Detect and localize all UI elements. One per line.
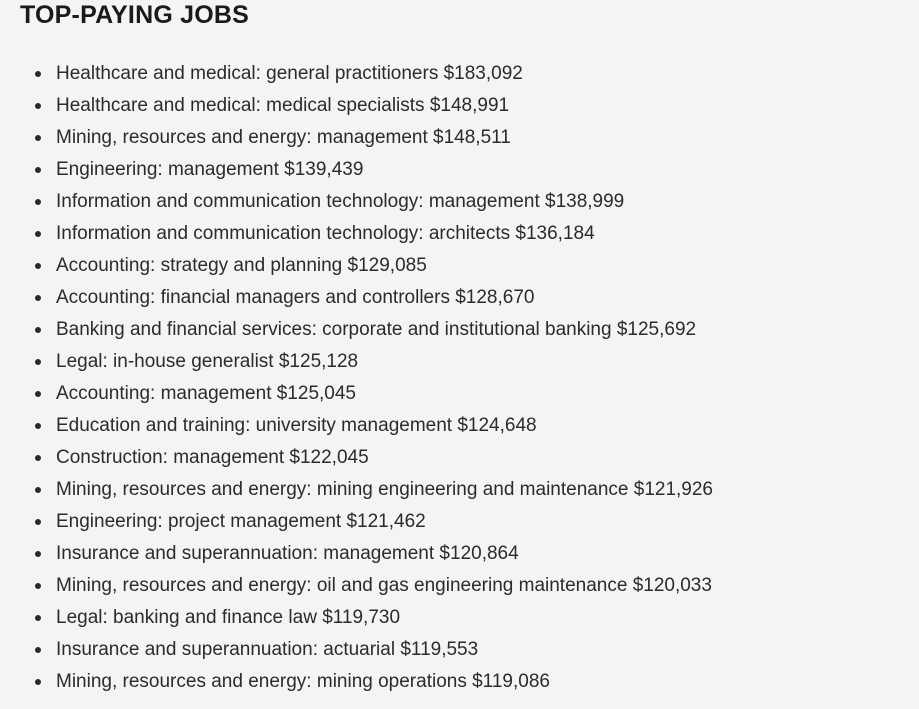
bullet-icon: [35, 71, 41, 77]
list-item: [0, 186, 713, 218]
bullet-icon: [35, 359, 41, 365]
job-text: Insurance and superannuation: actuarial $119,553: [56, 639, 479, 660]
job-text: Engineering: management $139,439: [56, 159, 364, 180]
job-text: Information and communication technology: architects $136,184: [56, 223, 595, 244]
list-item: [0, 250, 713, 282]
job-text: Legal: in-house generalist $125,128: [56, 351, 359, 372]
bullet-icon: [35, 487, 41, 493]
job-text: Engineering: project management $121,462: [56, 511, 426, 532]
job-text: Insurance and superannuation: management $120,864: [56, 543, 519, 564]
job-text: Healthcare and medical: general practitioners $183,092: [56, 63, 523, 84]
list-item: [0, 602, 713, 634]
list-item: [0, 410, 713, 442]
job-text: Accounting: strategy and planning $129,085: [56, 255, 427, 276]
bullet-icon: [35, 551, 41, 557]
list-item: [0, 474, 713, 506]
top-paying-jobs-list: [0, 58, 713, 698]
bullet-icon: [35, 327, 41, 333]
bullet-icon: [35, 231, 41, 237]
list-item: [0, 282, 713, 314]
list-item: [0, 218, 713, 250]
job-text: Construction: management $122,045: [56, 447, 369, 468]
job-text: Mining, resources and energy: management $148,511: [56, 127, 511, 148]
bullet-icon: [35, 679, 41, 685]
job-text: Banking and financial services: corporate and institutional banking $125,692: [56, 319, 697, 340]
bullet-icon: [35, 103, 41, 109]
job-text: Legal: banking and finance law $119,730: [56, 607, 401, 628]
bullet-icon: [35, 519, 41, 525]
bullet-icon: [35, 583, 41, 589]
list-item: [0, 378, 713, 410]
job-text: Accounting: financial managers and controllers $128,670: [56, 287, 535, 308]
list-item: [0, 90, 713, 122]
bullet-icon: [35, 199, 41, 205]
bullet-icon: [35, 167, 41, 173]
list-item: [0, 154, 713, 186]
bullet-icon: [35, 615, 41, 621]
page-title: TOP-PAYING JOBS: [20, 1, 249, 29]
bullet-icon: [35, 647, 41, 653]
list-item: [0, 666, 713, 698]
list-item: [0, 314, 713, 346]
list-item: [0, 570, 713, 602]
job-text: Education and training: university management $124,648: [56, 415, 537, 436]
job-text: Information and communication technology: management $138,999: [56, 191, 625, 212]
list-item: [0, 122, 713, 154]
job-text: Mining, resources and energy: oil and gas engineering maintenance $120,033: [56, 575, 712, 596]
list-item: [0, 442, 713, 474]
list-item: [0, 58, 713, 90]
job-text: Mining, resources and energy: mining operations $119,086: [56, 671, 550, 692]
bullet-icon: [35, 391, 41, 397]
list-item: [0, 538, 713, 570]
bullet-icon: [35, 295, 41, 301]
bullet-icon: [35, 135, 41, 141]
job-text: Healthcare and medical: medical specialists $148,991: [56, 95, 510, 116]
bullet-icon: [35, 455, 41, 461]
bullet-icon: [35, 423, 41, 429]
bullet-icon: [35, 263, 41, 269]
job-text: Mining, resources and energy: mining engineering and maintenance $121,926: [56, 479, 713, 500]
job-text: Accounting: management $125,045: [56, 383, 356, 404]
list-item: [0, 506, 713, 538]
list-item: [0, 634, 713, 666]
list-item: [0, 346, 713, 378]
